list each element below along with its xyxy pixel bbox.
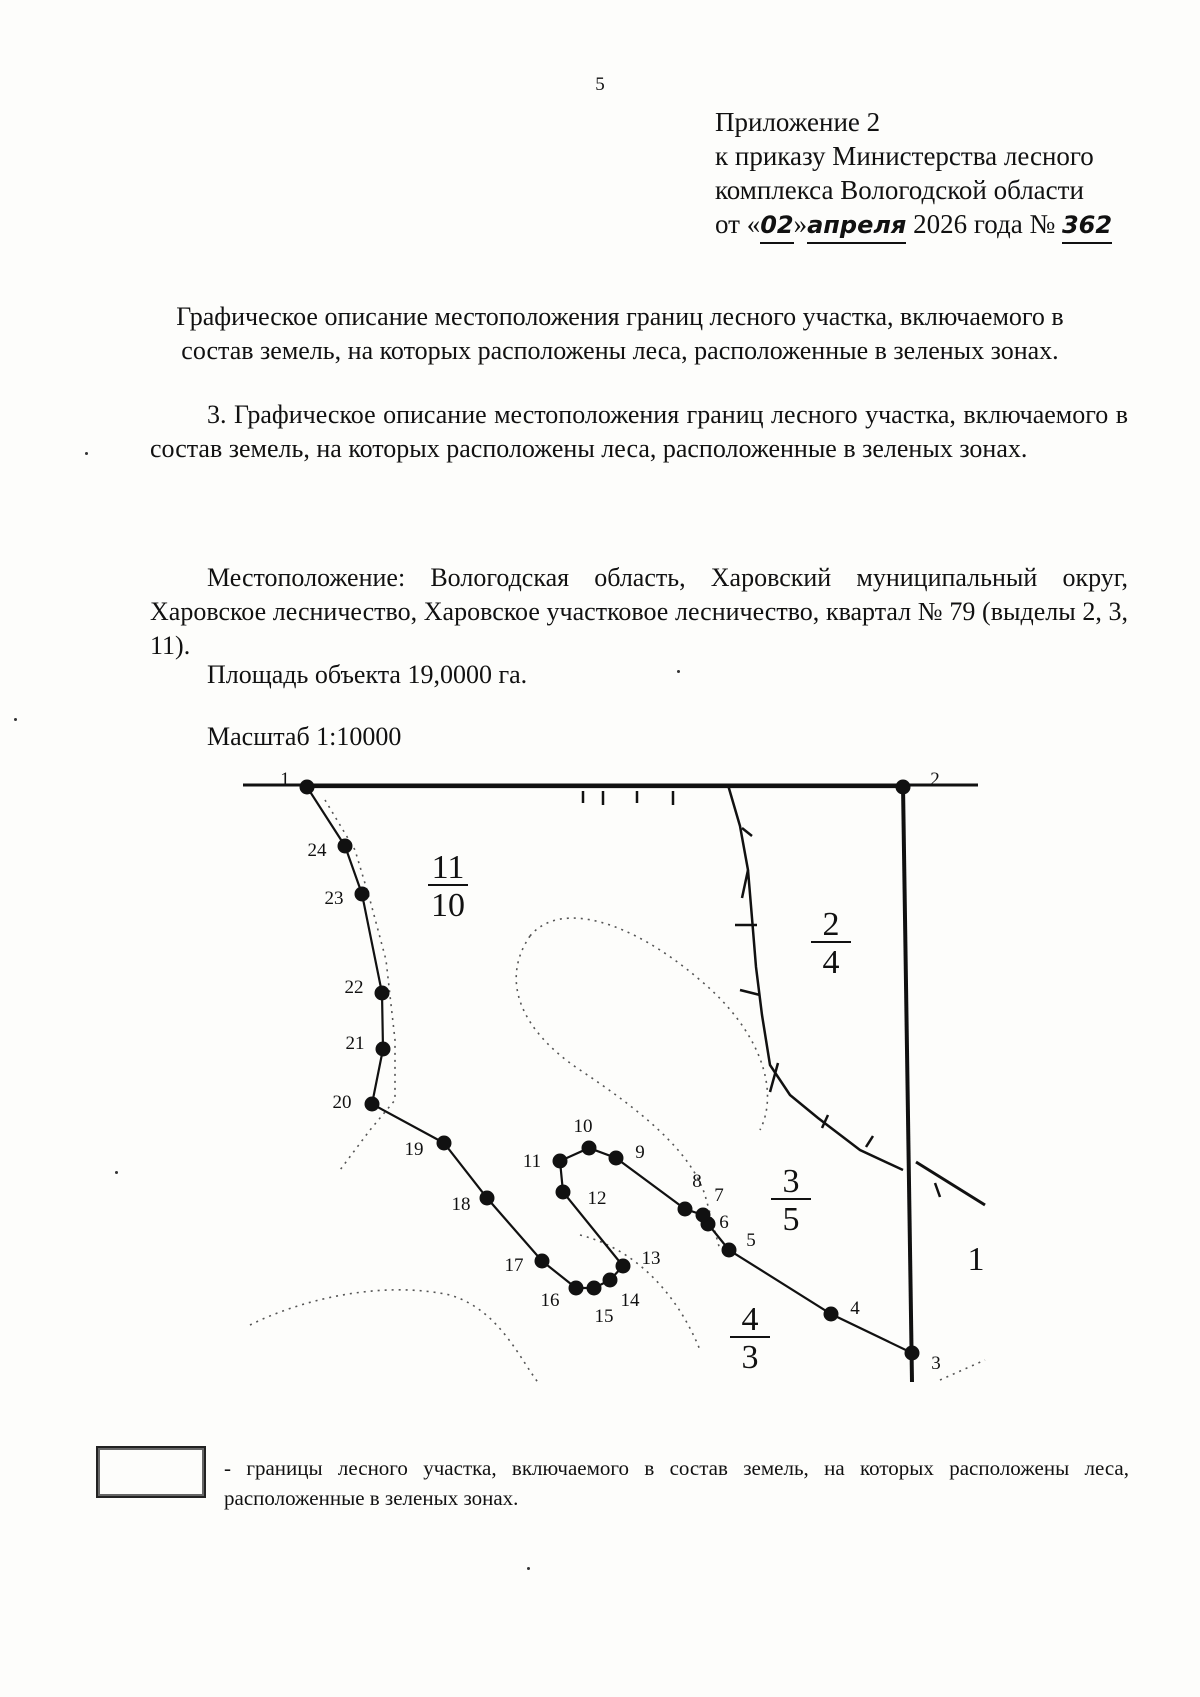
vertex-label-22: 22 [344,977,364,998]
stand-label-denominator: 3 [741,1339,759,1376]
dotted-contour-north [530,918,768,1130]
vertex-label-14: 14 [620,1290,640,1311]
stand-label-denominator: 5 [782,1201,800,1238]
vertex-label-19: 19 [404,1139,424,1160]
vertex-label-17: 17 [504,1255,524,1276]
vertex-19 [437,1136,452,1151]
stand-boundary-2 [728,785,903,1170]
stand-labels [428,849,985,1376]
vertex-22 [375,986,390,1001]
stand-boundary-ticks [583,791,940,1197]
vertex-label-13: 13 [641,1248,661,1269]
vertex-16 [569,1281,584,1296]
vertex-17 [535,1254,550,1269]
vertex-3 [905,1346,920,1361]
vertex-1 [300,780,315,795]
scan-speck [527,1567,530,1570]
vertex-label-16: 16 [540,1290,560,1311]
stand-boundaries [583,785,940,1197]
dotted-contour-center [516,936,720,1250]
vertex-14 [603,1273,618,1288]
vertex-13 [616,1259,631,1274]
vertex-label-11: 11 [522,1151,542,1172]
vertex-11 [553,1154,568,1169]
date-prefix: от « [715,209,761,239]
appendix-line-2: к приказу Министерства лесного [715,141,1094,171]
parcel-boundary [307,787,912,1353]
vertex-label-21: 21 [345,1033,365,1054]
appendix-line-1: Приложение 2 [715,107,881,137]
vertex-10 [582,1141,597,1156]
vertex-label-20: 20 [332,1092,352,1113]
east-stand-line [916,1162,985,1205]
vertex-label-10: 10 [573,1116,593,1137]
stand-label-denominator: 10 [431,887,465,924]
date-day-handwritten: 02 [760,208,793,244]
section-3-paragraph: 3. Графическое описание местоположения границ лесного участка, включаемого в состав земель, на которых расположены леса, расположенные в зеленых зонах. [150,400,1128,463]
vertex-markers [300,780,920,1361]
dotted-contour-east [940,1360,985,1380]
date-month-handwritten: апреля [807,208,906,244]
order-number-handwritten: 362 [1062,208,1112,244]
legend-swatch [96,1446,206,1498]
document-title: Графическое описание местоположения границ лесного участка, включаемого в состав земель, на которых расположены леса, расположенные в зеленых зонах. [176,302,1064,365]
vertex-7 [696,1208,711,1223]
vertex-label-4: 4 [850,1298,860,1319]
stand-label-numerator: 1 [967,1241,985,1278]
stand-label-numerator: 4 [741,1301,759,1338]
scan-speck [14,718,17,721]
vertex-label-23: 23 [324,888,344,909]
legend-text: - границы лесного участка, включаемого в состав земель, на которых расположены леса, расположенные в зеленых зонах. [224,1456,1129,1510]
area-paragraph: Площадь объекта 19,0000 га. [207,660,528,689]
vertex-5 [722,1243,737,1258]
scan-speck [85,452,88,455]
vertex-23 [355,887,370,902]
scan-speck [115,1171,118,1174]
vertex-12 [556,1185,571,1200]
vertex-label-8: 8 [692,1171,702,1192]
vertex-label-2: 2 [930,769,940,790]
vertex-8 [678,1202,693,1217]
stand-label-numerator: 2 [822,906,840,943]
dotted-contour-south [250,1290,540,1385]
page-number: 5 [595,74,605,95]
vertex-label-15: 15 [594,1306,614,1327]
vertex-label-7: 7 [714,1185,724,1206]
date-year: 2026 года № [906,209,1062,239]
vertex-label-24: 24 [307,840,327,861]
vertex-21 [376,1042,391,1057]
vertex-label-3: 3 [931,1353,941,1374]
vertex-15 [587,1281,602,1296]
vertex-9 [609,1151,624,1166]
vertex-label-9: 9 [635,1142,645,1163]
date-mid: » [793,209,808,239]
appendix-line-3: комплекса Вологодской области [715,175,1084,205]
stand-label-denominator: 4 [822,944,840,981]
vertex-label-5: 5 [746,1230,756,1251]
scan-speck [677,670,680,673]
vertex-4 [824,1307,839,1322]
location-paragraph: Местоположение: Вологодская область, Харовский муниципальный округ, Харовское лесничество, Харовское участковое лесничество, квартал № 79 (выделы 2, 3, 11). [150,563,1128,660]
vertex-label-18: 18 [451,1194,471,1215]
vertex-18 [480,1191,495,1206]
vertex-label-12: 12 [587,1188,607,1209]
stand-label-numerator: 11 [431,849,465,886]
stand-label-numerator: 3 [782,1163,800,1200]
vertex-label-6: 6 [719,1212,729,1233]
vertex-2 [896,780,911,795]
vertex-20 [365,1097,380,1112]
map-scale: Масштаб 1:10000 [207,722,402,751]
vertex-label-1: 1 [280,769,290,790]
vertex-24 [338,839,353,854]
